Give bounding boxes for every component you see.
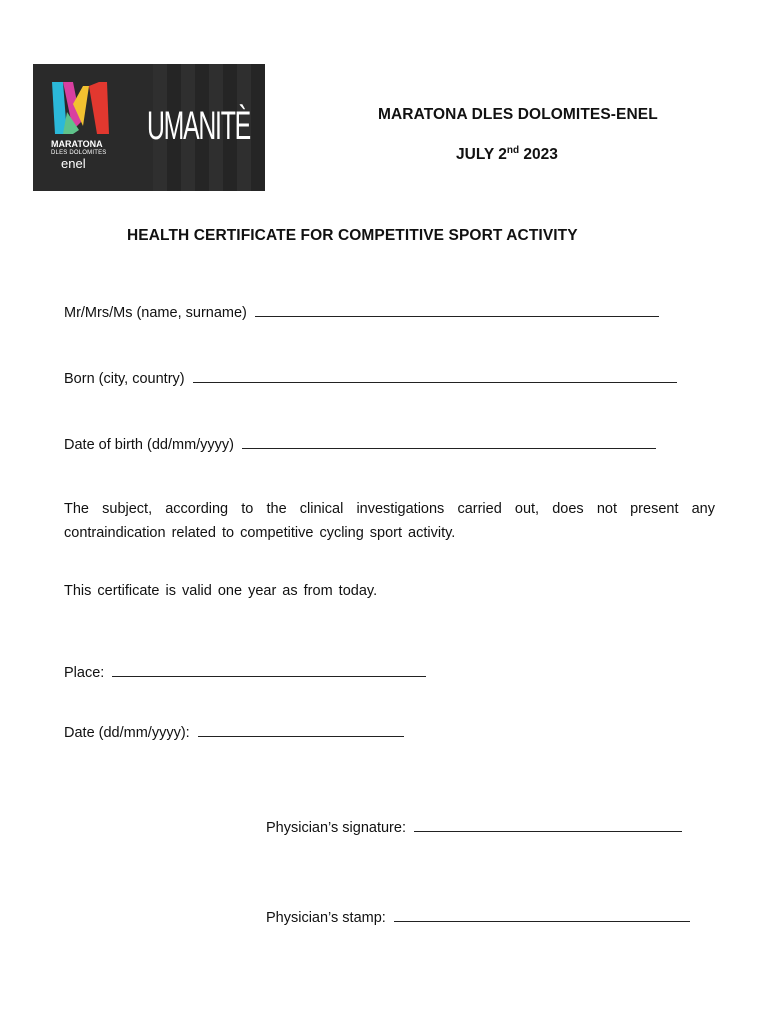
brand-line-2: DLES DOLOMITES: [51, 150, 107, 156]
name-label: Mr/Mrs/Ms (name, surname): [64, 305, 247, 321]
statement-paragraph: The subject, according to the clinical investigations carried out, does not present any contraindication related to competitive cycling sport activity.: [64, 501, 715, 541]
signature-label: Physician’s signature:: [266, 820, 406, 836]
event-title: MARATONA DLES DOLOMITES-ENEL: [378, 106, 658, 123]
place-line[interactable]: [112, 662, 426, 677]
stamp-line[interactable]: [394, 907, 690, 922]
born-label: Born (city, country): [64, 371, 185, 387]
event-date-prefix: JULY 2: [456, 146, 507, 163]
name-line[interactable]: [255, 302, 659, 317]
event-date: [456, 145, 558, 164]
date-label: Date (dd/mm/yyyy):: [64, 725, 190, 741]
validity-paragraph: This certificate is valid one year as from today.: [64, 583, 378, 599]
stamp-field: [266, 907, 690, 926]
umanite-wordmark: UMANITÈ: [147, 104, 250, 148]
signature-field: [266, 817, 682, 836]
date-field: [64, 722, 404, 741]
born-field: [64, 368, 677, 387]
event-date-year: 2023: [519, 146, 558, 163]
event-date-suffix: nd: [506, 145, 520, 156]
signature-line[interactable]: [414, 817, 682, 832]
born-line[interactable]: [193, 368, 677, 383]
place-field: [64, 662, 426, 681]
brand-line-3: enel: [61, 156, 86, 171]
dob-label: Date of birth (dd/mm/yyyy): [64, 437, 235, 453]
event-logo: [33, 64, 265, 191]
stamp-label: Physician’s stamp:: [266, 910, 386, 926]
place-label: Place:: [64, 665, 105, 681]
date-line[interactable]: [198, 722, 404, 737]
brand-line-1: MARATONA: [51, 139, 103, 149]
name-field: [64, 302, 659, 321]
certificate-title: HEALTH CERTIFICATE FOR COMPETITIVE SPORT ACTIVITY: [127, 227, 578, 244]
dob-line[interactable]: [242, 434, 656, 449]
dob-field: [64, 434, 656, 453]
